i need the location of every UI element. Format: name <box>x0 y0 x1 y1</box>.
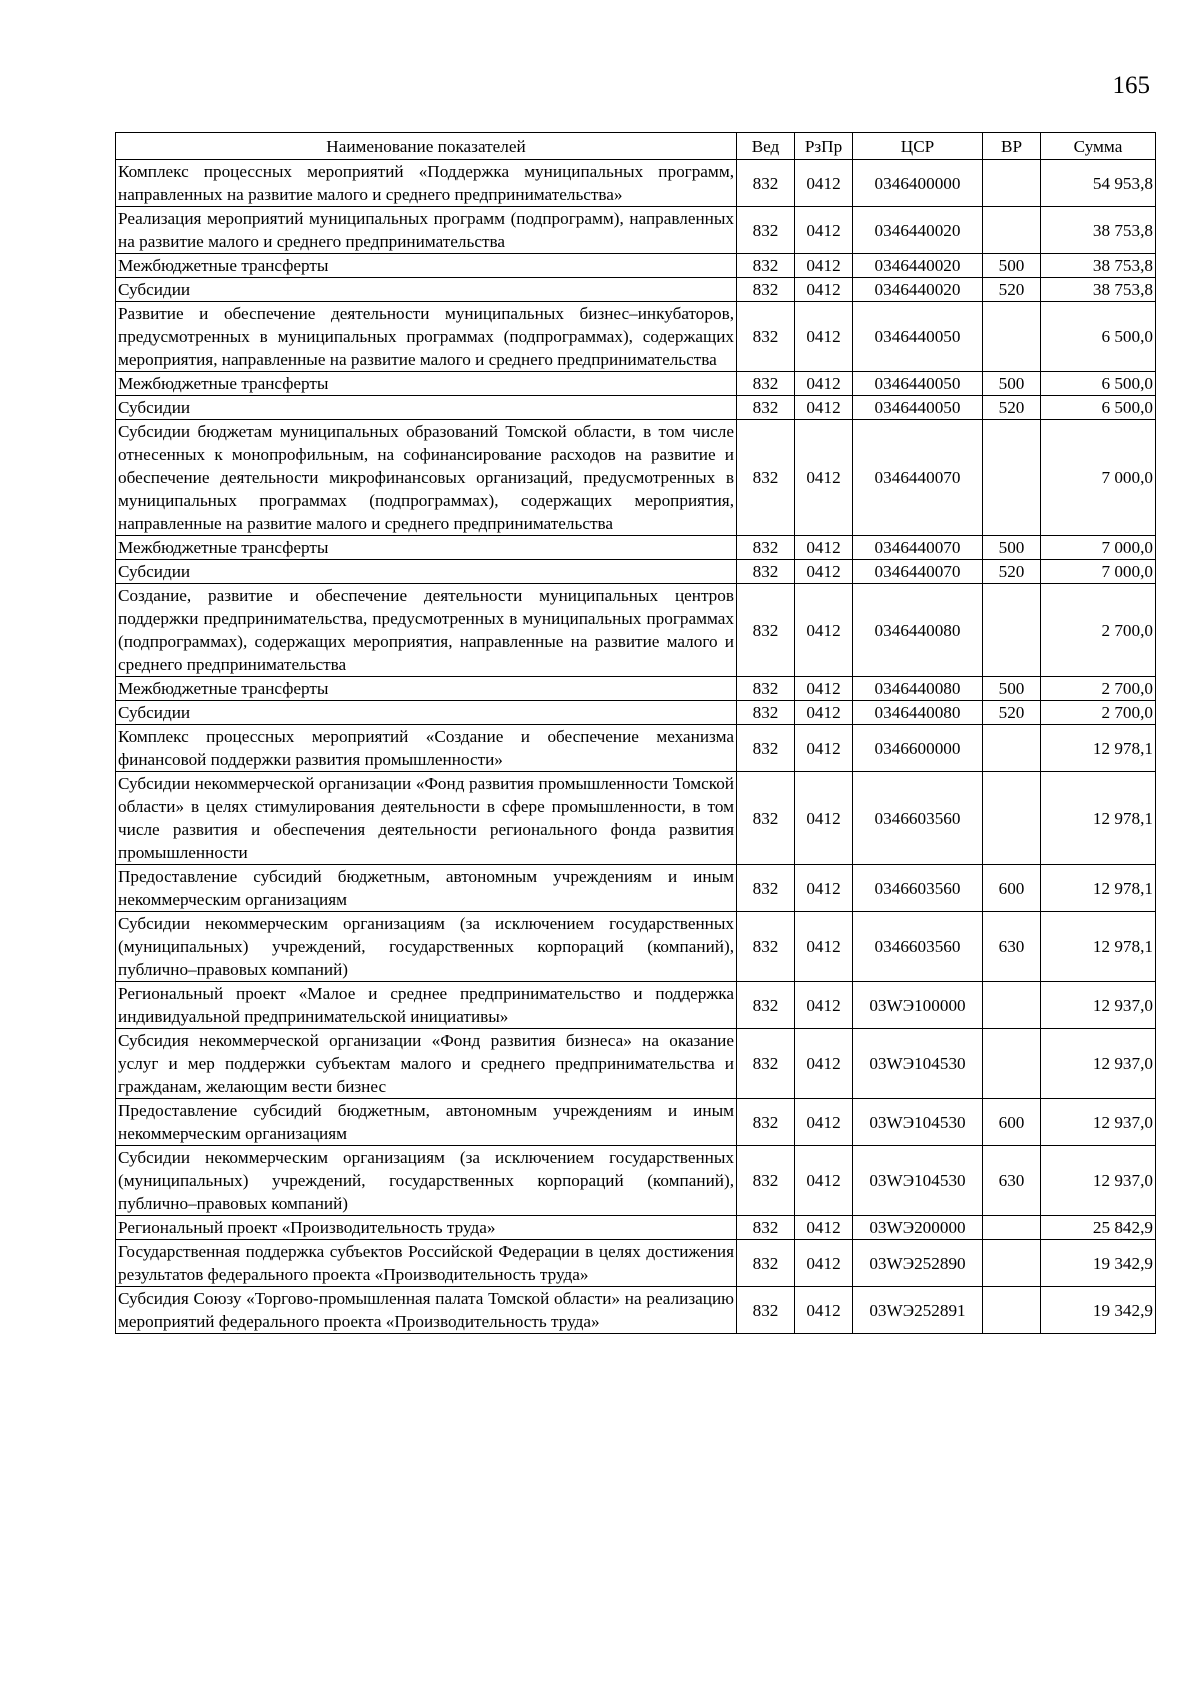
cell-vr: 630 <box>983 1146 1041 1216</box>
cell-csr: 0346440020 <box>853 207 983 254</box>
cell-rzpr: 0412 <box>795 584 853 677</box>
cell-rzpr: 0412 <box>795 982 853 1029</box>
cell-name: Создание, развитие и обеспечение деятельности муниципальных центров поддержки предпринимательства, предусмотренных в муниципальных программах (подпрограммах), содержащих мероприятия, направленные на развитие малого и среднего предпринимательства <box>116 584 737 677</box>
cell-ved: 832 <box>737 1099 795 1146</box>
cell-rzpr: 0412 <box>795 865 853 912</box>
table-row <box>116 278 1156 302</box>
cell-vr: 500 <box>983 536 1041 560</box>
page-number: 165 <box>1112 72 1150 99</box>
cell-csr: 03WЭ200000 <box>853 1216 983 1240</box>
cell-csr: 03WЭ104530 <box>853 1146 983 1216</box>
cell-csr: 0346440020 <box>853 254 983 278</box>
cell-vr <box>983 1029 1041 1099</box>
cell-name: Субсидии некоммерческим организациям (за исключением государственных (муниципальных) учреждений, государственных корпораций (компаний), публично–правовых компаний) <box>116 912 737 982</box>
cell-ved: 832 <box>737 725 795 772</box>
cell-sum: 6 500,0 <box>1041 396 1156 420</box>
cell-ved: 832 <box>737 865 795 912</box>
column-header-sum: Сумма <box>1041 133 1156 160</box>
table-row <box>116 1240 1156 1287</box>
cell-ved: 832 <box>737 1146 795 1216</box>
cell-sum: 19 342,9 <box>1041 1287 1156 1334</box>
cell-sum: 38 753,8 <box>1041 278 1156 302</box>
cell-rzpr: 0412 <box>795 302 853 372</box>
cell-csr: 0346440050 <box>853 372 983 396</box>
cell-ved: 832 <box>737 302 795 372</box>
cell-rzpr: 0412 <box>795 725 853 772</box>
cell-csr: 0346600000 <box>853 725 983 772</box>
cell-csr: 0346440070 <box>853 420 983 536</box>
cell-csr: 03WЭ252890 <box>853 1240 983 1287</box>
budget-table <box>115 132 1156 1334</box>
cell-ved: 832 <box>737 160 795 207</box>
table-row <box>116 584 1156 677</box>
cell-name: Субсидии <box>116 396 737 420</box>
table-row <box>116 372 1156 396</box>
table-body <box>116 160 1156 1334</box>
cell-rzpr: 0412 <box>795 1287 853 1334</box>
cell-rzpr: 0412 <box>795 1216 853 1240</box>
cell-sum: 12 937,0 <box>1041 982 1156 1029</box>
cell-rzpr: 0412 <box>795 912 853 982</box>
cell-rzpr: 0412 <box>795 207 853 254</box>
cell-ved: 832 <box>737 372 795 396</box>
cell-vr: 520 <box>983 560 1041 584</box>
table-row <box>116 302 1156 372</box>
cell-rzpr: 0412 <box>795 254 853 278</box>
cell-sum: 2 700,0 <box>1041 584 1156 677</box>
cell-name: Межбюджетные трансферты <box>116 254 737 278</box>
table-row <box>116 772 1156 865</box>
cell-name: Субсидии бюджетам муниципальных образований Томской области, в том числе отнесенных к монопрофильным, на софинансирование расходов на развитие и обеспечение деятельности микрофинансовых организаций, предусмотренных в муниципальных программах (подпрограммах), содержащих мероприятия, направленные на развитие малого и среднего предпринимательства <box>116 420 737 536</box>
table-row <box>116 207 1156 254</box>
table-row <box>116 254 1156 278</box>
cell-name: Предоставление субсидий бюджетным, автономным учреждениям и иным некоммерческим организациям <box>116 865 737 912</box>
table-row <box>116 560 1156 584</box>
table-row <box>116 1099 1156 1146</box>
cell-csr: 0346440020 <box>853 278 983 302</box>
cell-csr: 0346440070 <box>853 536 983 560</box>
cell-vr <box>983 1240 1041 1287</box>
cell-sum: 7 000,0 <box>1041 560 1156 584</box>
cell-rzpr: 0412 <box>795 677 853 701</box>
table-row <box>116 1216 1156 1240</box>
column-header-name: Наименование показателей <box>116 133 737 160</box>
cell-vr: 500 <box>983 372 1041 396</box>
cell-name: Субсидии <box>116 701 737 725</box>
cell-vr: 600 <box>983 1099 1041 1146</box>
cell-vr <box>983 725 1041 772</box>
cell-csr: 03WЭ100000 <box>853 982 983 1029</box>
cell-sum: 25 842,9 <box>1041 1216 1156 1240</box>
cell-csr: 03WЭ252891 <box>853 1287 983 1334</box>
column-header-rzpr: РзПр <box>795 133 853 160</box>
cell-csr: 0346603560 <box>853 865 983 912</box>
cell-sum: 7 000,0 <box>1041 420 1156 536</box>
cell-sum: 19 342,9 <box>1041 1240 1156 1287</box>
cell-name: Субсидии <box>116 278 737 302</box>
cell-vr: 630 <box>983 912 1041 982</box>
cell-vr <box>983 160 1041 207</box>
cell-name: Субсидии <box>116 560 737 584</box>
cell-name: Субсидия Союзу «Торгово-промышленная палата Томской области» на реализацию мероприятий федерального проекта «Производительность труда» <box>116 1287 737 1334</box>
cell-ved: 832 <box>737 982 795 1029</box>
cell-name: Комплекс процессных мероприятий «Создание и обеспечение механизма финансовой поддержки развития промышленности» <box>116 725 737 772</box>
cell-ved: 832 <box>737 701 795 725</box>
cell-rzpr: 0412 <box>795 1099 853 1146</box>
table-row <box>116 420 1156 536</box>
table-row <box>116 1029 1156 1099</box>
cell-name: Государственная поддержка субъектов Российской Федерации в целях достижения результатов федерального проекта «Производительность труда» <box>116 1240 737 1287</box>
cell-sum: 6 500,0 <box>1041 302 1156 372</box>
cell-csr: 03WЭ104530 <box>853 1029 983 1099</box>
cell-sum: 12 937,0 <box>1041 1146 1156 1216</box>
cell-ved: 832 <box>737 207 795 254</box>
cell-sum: 38 753,8 <box>1041 254 1156 278</box>
cell-ved: 832 <box>737 254 795 278</box>
cell-sum: 12 978,1 <box>1041 725 1156 772</box>
cell-ved: 832 <box>737 536 795 560</box>
cell-ved: 832 <box>737 912 795 982</box>
cell-csr: 03WЭ104530 <box>853 1099 983 1146</box>
cell-vr <box>983 302 1041 372</box>
cell-csr: 0346440080 <box>853 584 983 677</box>
cell-csr: 0346440080 <box>853 677 983 701</box>
cell-vr <box>983 772 1041 865</box>
cell-vr: 520 <box>983 278 1041 302</box>
cell-vr: 520 <box>983 396 1041 420</box>
cell-csr: 0346440050 <box>853 396 983 420</box>
cell-ved: 832 <box>737 584 795 677</box>
cell-csr: 0346440050 <box>853 302 983 372</box>
table-row <box>116 725 1156 772</box>
cell-sum: 7 000,0 <box>1041 536 1156 560</box>
cell-ved: 832 <box>737 560 795 584</box>
table-row <box>116 701 1156 725</box>
column-header-vr: ВР <box>983 133 1041 160</box>
table-row <box>116 982 1156 1029</box>
cell-sum: 12 978,1 <box>1041 865 1156 912</box>
cell-ved: 832 <box>737 772 795 865</box>
cell-sum: 6 500,0 <box>1041 372 1156 396</box>
table-row <box>116 912 1156 982</box>
column-header-csr: ЦСР <box>853 133 983 160</box>
cell-name: Межбюджетные трансферты <box>116 677 737 701</box>
cell-ved: 832 <box>737 1216 795 1240</box>
cell-csr: 0346400000 <box>853 160 983 207</box>
cell-csr: 0346603560 <box>853 912 983 982</box>
cell-rzpr: 0412 <box>795 536 853 560</box>
table-row <box>116 396 1156 420</box>
cell-sum: 12 937,0 <box>1041 1029 1156 1099</box>
cell-name: Реализация мероприятий муниципальных программ (подпрограмм), направленных на развитие малого и среднего предпринимательства <box>116 207 737 254</box>
cell-ved: 832 <box>737 396 795 420</box>
table-row <box>116 1287 1156 1334</box>
table-row <box>116 677 1156 701</box>
cell-sum: 12 937,0 <box>1041 1099 1156 1146</box>
cell-csr: 0346440080 <box>853 701 983 725</box>
cell-rzpr: 0412 <box>795 372 853 396</box>
cell-ved: 832 <box>737 1029 795 1099</box>
cell-vr: 500 <box>983 254 1041 278</box>
cell-vr: 500 <box>983 677 1041 701</box>
table-row <box>116 865 1156 912</box>
cell-sum: 12 978,1 <box>1041 772 1156 865</box>
cell-vr <box>983 1216 1041 1240</box>
cell-sum: 38 753,8 <box>1041 207 1156 254</box>
cell-name: Межбюджетные трансферты <box>116 372 737 396</box>
cell-vr: 520 <box>983 701 1041 725</box>
cell-ved: 832 <box>737 1287 795 1334</box>
cell-rzpr: 0412 <box>795 560 853 584</box>
cell-rzpr: 0412 <box>795 160 853 207</box>
cell-rzpr: 0412 <box>795 278 853 302</box>
cell-ved: 832 <box>737 278 795 302</box>
cell-sum: 2 700,0 <box>1041 677 1156 701</box>
cell-rzpr: 0412 <box>795 1146 853 1216</box>
cell-name: Региональный проект «Производительность труда» <box>116 1216 737 1240</box>
cell-rzpr: 0412 <box>795 1029 853 1099</box>
cell-vr: 600 <box>983 865 1041 912</box>
cell-rzpr: 0412 <box>795 772 853 865</box>
column-header-ved: Вед <box>737 133 795 160</box>
cell-csr: 0346603560 <box>853 772 983 865</box>
cell-rzpr: 0412 <box>795 701 853 725</box>
cell-ved: 832 <box>737 1240 795 1287</box>
table-row <box>116 160 1156 207</box>
cell-name: Субсидия некоммерческой организации «Фонд развития бизнеса» на оказание услуг и мер поддержки субъектам малого и среднего предпринимательства и гражданам, желающим вести бизнес <box>116 1029 737 1099</box>
cell-sum: 12 978,1 <box>1041 912 1156 982</box>
cell-rzpr: 0412 <box>795 396 853 420</box>
cell-name: Предоставление субсидий бюджетным, автономным учреждениям и иным некоммерческим организациям <box>116 1099 737 1146</box>
table-header-row <box>116 133 1156 160</box>
cell-csr: 0346440070 <box>853 560 983 584</box>
cell-name: Региональный проект «Малое и среднее предпринимательство и поддержка индивидуальной предпринимательской инициативы» <box>116 982 737 1029</box>
cell-name: Субсидии некоммерческим организациям (за исключением государственных (муниципальных) учреждений, государственных корпораций (компаний), публично–правовых компаний) <box>116 1146 737 1216</box>
cell-sum: 54 953,8 <box>1041 160 1156 207</box>
cell-ved: 832 <box>737 677 795 701</box>
cell-sum: 2 700,0 <box>1041 701 1156 725</box>
cell-rzpr: 0412 <box>795 1240 853 1287</box>
table-row <box>116 536 1156 560</box>
cell-vr <box>983 420 1041 536</box>
cell-vr <box>983 584 1041 677</box>
cell-name: Субсидии некоммерческой организации «Фонд развития промышленности Томской области» в целях стимулирования деятельности в сфере промышленности, в том числе развития и обеспечения деятельности регионального фонда развития промышленности <box>116 772 737 865</box>
cell-name: Межбюджетные трансферты <box>116 536 737 560</box>
cell-ved: 832 <box>737 420 795 536</box>
table-row <box>116 1146 1156 1216</box>
cell-name: Развитие и обеспечение деятельности муниципальных бизнес–инкубаторов, предусмотренных в муниципальных программах (подпрограммах), содержащих мероприятия, направленные на развитие малого и среднего предпринимательства <box>116 302 737 372</box>
cell-name: Комплекс процессных мероприятий «Поддержка муниципальных программ, направленных на развитие малого и среднего предпринимательства» <box>116 160 737 207</box>
cell-vr <box>983 207 1041 254</box>
cell-rzpr: 0412 <box>795 420 853 536</box>
cell-vr <box>983 1287 1041 1334</box>
cell-vr <box>983 982 1041 1029</box>
